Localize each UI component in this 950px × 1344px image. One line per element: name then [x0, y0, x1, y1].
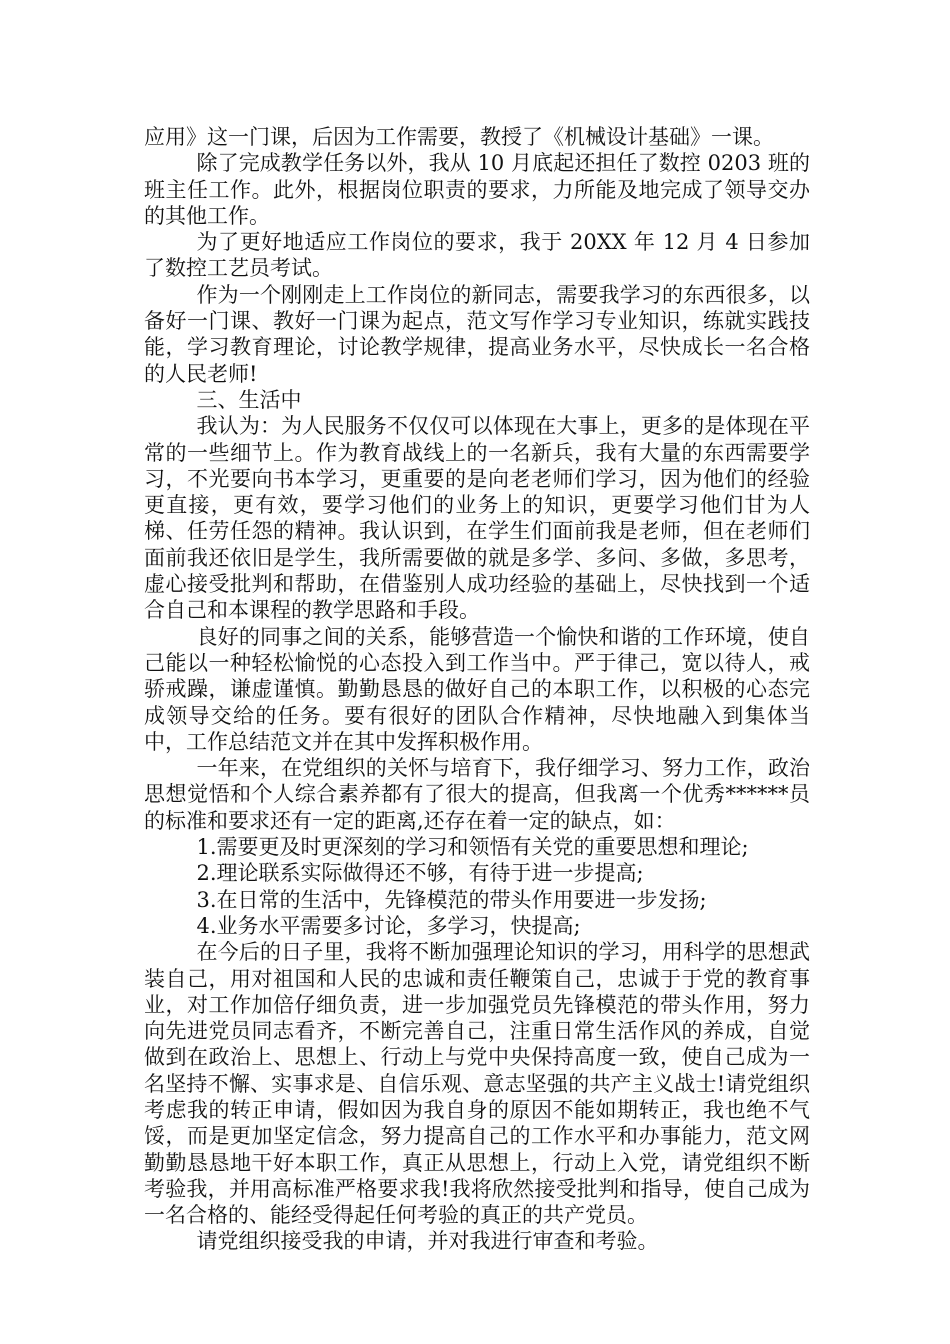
paragraph-service: 我认为：为人民服务不仅仅可以体现在大事上，更多的是体现在平常的一些细节上。作为教育战线上的一名新兵，我有大量的东西需要学习，不光要向书本学习，更重要的是向老老师们学习，因为他们的经验更直接，更有效，要学习他们的业务上的知识，更要学习他们甘为人梯、任劳任怨的精神。我认识到，在学生们面前我是老师，但在老师们面前我还依旧是学生，我所需要做的就是多学、多问、多做，多思考，虚心接受批判和帮助，在借鉴别人成功经验的基础上，尽快找到一个适合自己和本课程的教学思路和手段。 [144, 414, 810, 623]
list-item-1: 1.需要更及时更深刻的学习和领悟有关党的重要思想和理论; [196, 835, 749, 860]
paragraph-closing-request: 请党组织接受我的申请，并对我进行审查和考验。 [196, 1229, 659, 1254]
paragraph-colleagues: 良好的同事之间的关系，能够营造一个愉快和谐的工作环境，使自己能以一种轻松愉悦的心态投入到工作当中。严于律己，宽以待人，戒骄戒躁，谦虚谨慎。勤勤恳恳的做好自己的本职工作，以积极的心态完成领导交给的任务。要有很好的团队合作精神，尽快地融入到集体当中，工作总结范文并在其中发挥积极作用。 [144, 624, 810, 754]
paragraph-continuation: 应用》这一门课，后因为工作需要，教授了《机械设计基础》一课。 [144, 125, 774, 149]
list-item-4: 4.业务水平需要多讨论，多学习，快提高; [196, 913, 581, 938]
paragraph-teaching-duties: 除了完成教学任务以外，我从 10 月底起还担任了数控 0203 班的班主任工作。此外，根据岗位职责的要求，力所能及地完成了领导交办的其他工作。 [144, 151, 810, 228]
list-item-3: 3.在日常的生活中，先锋模范的带头作用要进一步发扬; [196, 887, 707, 912]
paragraph-learning-goals: 作为一个刚刚走上工作岗位的新同志，需要我学习的东西很多，以备好一门课、教好一门课为起点，范文写作学习专业知识，练就实践技能，学习教育理论，讨论教学规律，提高业务水平，尽快成长一名合格的人民老师! [144, 282, 810, 386]
paragraph-future-plans: 在今后的日子里，我将不断加强理论知识的学习，用科学的思想武装自己，用对祖国和人民的忠诚和责任鞭策自己，忠诚于于党的教育事业，对工作加倍仔细负责，进一步加强党员先锋模范的带头作用，努力向先进党员同志看齐，不断完善自己，注重日常生活作风的养成，自觉做到在政治上、思想上、行动上与党中央保持高度一致，使自己成为一名坚持不懈、实事求是、自信乐观、意志坚强的共产主义战士!请党组织考虑我的转正申请，假如因为我自身的原因不能如期转正，我也绝不气馁，而是更加坚定信念，努力提高自己的工作水平和办事能力，范文网勤勤恳恳地干好本职工作，真正从思想上，行动上入党，请党组织不断考验我，并用高标准严格要求我!我将欣然接受批判和指导，使自己成为一名合格的、能经受得起任何考验的真正的共产党员。 [144, 940, 810, 1228]
paragraph-year-review: 一年来，在党组织的关怀与培育下，我仔细学习、努力工作，政治思想觉悟和个人综合素养都有了很大的提高，但我离一个优秀******员的标准和要求还有一定的距离,还存在着一定的缺点，如： [144, 756, 810, 833]
document-page [144, 124, 810, 1255]
list-item-2: 2.理论联系实际做得还不够，有待于进一步提高; [196, 861, 644, 886]
paragraph-exam: 为了更好地适应工作岗位的要求，我于 20XX 年 12 月 4 日参加了数控工艺员考试。 [144, 230, 810, 281]
section-heading-life: 三、生活中 [196, 387, 302, 412]
